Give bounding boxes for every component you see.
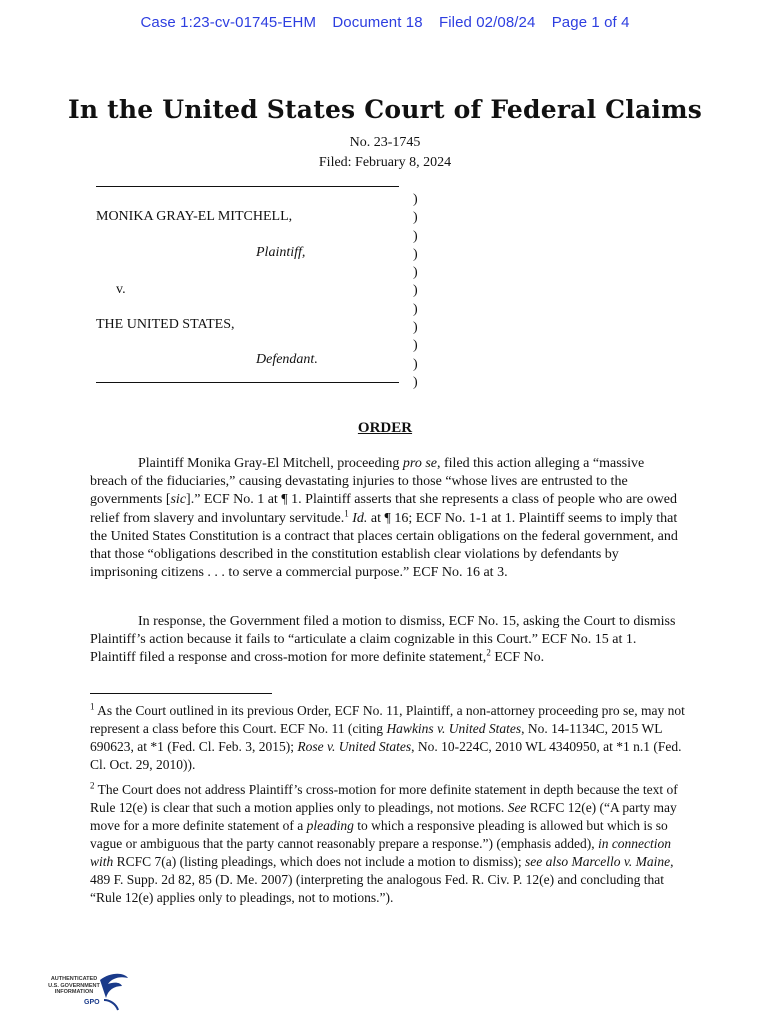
- court-title: In the United States Court of Federal Claims: [67, 95, 703, 124]
- gpo-mark: GPO: [84, 999, 100, 1006]
- footnote-number: 2: [90, 780, 95, 791]
- caption-paren: ): [413, 265, 418, 281]
- caption-bottom-rule: [96, 382, 399, 383]
- gpo-eagle-icon: [94, 970, 132, 1016]
- defendant-role: Defendant.: [256, 352, 318, 367]
- caption-paren: ): [413, 338, 418, 354]
- caption-paren: ): [413, 356, 418, 372]
- caption-paren-column: [413, 191, 418, 392]
- paragraph-1: Plaintiff Monika Gray-El Mitchell, proceeding pro se, filed this action alleging a “massive breach of the fiduciaries,” causing devastating injuries to those “whose lives are entrusted to the governments [sic].” ECF No. 1 at ¶ 1. Plaintiff asserts that she represents a class of people who are owed relief from slavery and involuntary servitude.$^1$ Id. at ¶ 16; ECF No. 1-1 at 1. Plaintiff seems to imply that the United States Constitution is a contract that places certain obligations on the federal government, and that those “obligations described in the constitution establish clear violations by defendants by imprisoning citizens . . . to serve a commercial purpose.” ECF No. 16 at 3.: [90, 456, 678, 581]
- case-number-header: Case 1:23-cv-01745-EHM: [140, 14, 317, 31]
- plaintiff-name: MONIKA GRAY-EL MITCHELL,: [96, 209, 293, 224]
- footnote-separator: [90, 693, 272, 694]
- footnote-1: $^1$ As the Court outlined in its previous Order, ECF No. 11, Plaintiff, a non-attorney proceeding pro se, may not represent a class before this Court. ECF No. 11 (citing Hawkins v. United States, No. 14-1134C, 2015 WL 690623, at *1 (Fed. Cl. Feb. 3, 2015); Rose v. United States, No. 10-224C, 2010 WL 4340950, at *1 n.1 (Fed. Cl. Oct. 29, 2010)).: [90, 701, 685, 772]
- filed-date: Filed: February 8, 2024: [318, 155, 452, 170]
- caption-paren: ): [413, 374, 418, 390]
- caption-paren: ): [413, 192, 418, 207]
- gpo-logo-text: AUTHENTICATED U.S. GOVERNMENT INFORMATION: [48, 976, 100, 995]
- caption-paren: ): [413, 320, 418, 336]
- caption-top-rule: [96, 186, 399, 187]
- case-number: No. 23-1745: [349, 135, 421, 150]
- caption-paren: ): [413, 210, 418, 226]
- filed-date-header: Filed 02/08/24: [438, 14, 536, 31]
- footnote-ref-2: 2: [486, 647, 491, 658]
- plaintiff-role: Plaintiff,: [256, 245, 306, 260]
- versus: v.: [116, 282, 126, 297]
- caption-paren: ): [413, 228, 418, 244]
- footnote-ref-1: 1: [344, 507, 349, 518]
- footnote-2: $^2$ The Court does not address Plaintiff’s cross-motion for more definite statement in depth because the text of Rule 12(e) is clear that such a motion applies only to pleadings, not motions. See RCFC 12(e) (“A party may move for a more definite statement of a pleading to which a responsive pleading is allowed but which is so vague or ambiguous that the party cannot reasonably prepare a response.”) (emphasis added), in connection with RCFC 7(a) (listing pleadings, which does not include a motion to dismiss); see also Marcello v. Maine, 489 F. Supp. 2d 82, 85 (D. Me. 2007) (interpreting the analogous Fed. R. Civ. P. 12(e) and concluding that “Rule 12(e) applies only to pleadings, not to motions.”).: [90, 780, 678, 905]
- paragraph-2: In response, the Government filed a motion to dismiss, ECF No. 15, asking the Court to dismiss Plaintiff’s action because it fails to “articulate a claim cognizable in this Court.” ECF No. 15 at 1. Plaintiff filed a response and cross-motion for more definite statement,$^2$ ECF No.: [90, 614, 676, 666]
- caption-paren: ): [413, 283, 418, 299]
- page-number-header: Page 1 of 4: [551, 14, 630, 31]
- gpo-authentication-logo: [44, 970, 134, 1016]
- footnote-number: 1: [90, 701, 95, 712]
- filing-header: [0, 14, 770, 31]
- defendant-name: THE UNITED STATES,: [96, 317, 235, 332]
- caption-paren: ): [413, 246, 418, 262]
- document-number-header: Document 18: [332, 14, 423, 31]
- caption-paren: ): [413, 301, 418, 317]
- order-title: ORDER: [357, 420, 413, 436]
